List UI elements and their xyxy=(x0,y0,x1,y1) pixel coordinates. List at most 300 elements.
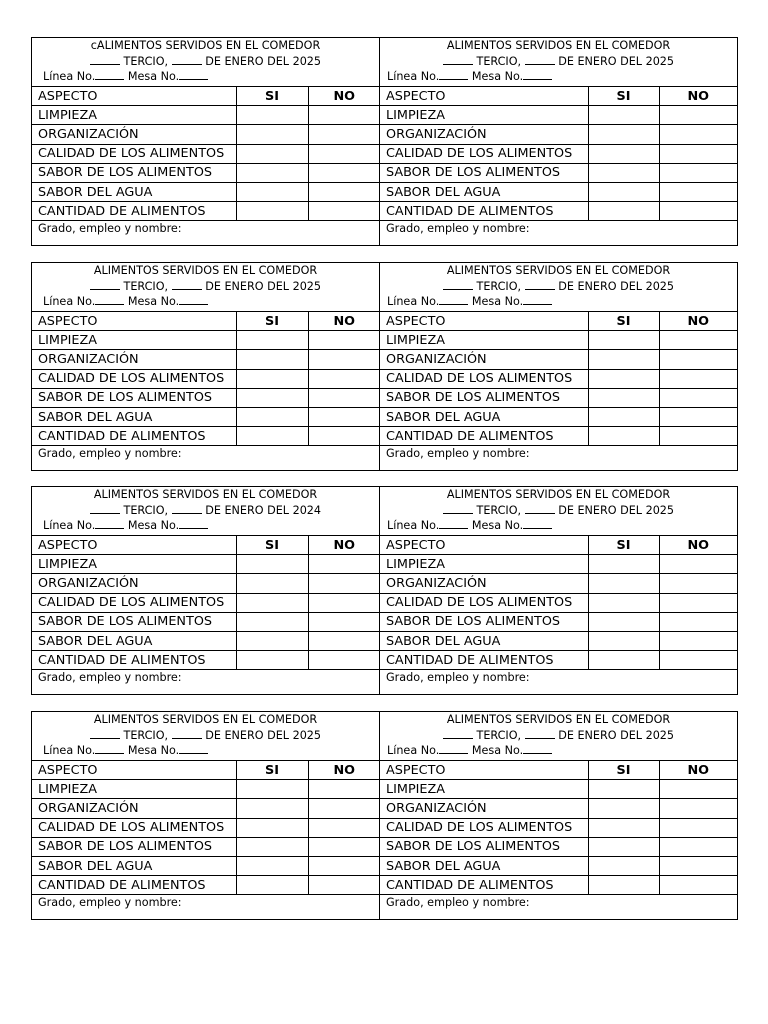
si-cell[interactable] xyxy=(236,631,308,650)
form-title: ALIMENTOS SERVIDOS EN EL COMEDOR xyxy=(93,713,318,726)
aspect-label: CALIDAD DE LOS ALIMENTOS xyxy=(380,144,588,163)
si-cell[interactable] xyxy=(588,350,659,369)
aspect-label: ORGANIZACIÓN xyxy=(380,799,588,818)
day-blank[interactable] xyxy=(525,278,555,290)
no-header: NO xyxy=(659,312,737,331)
aspect-label: SABOR DEL AGUA xyxy=(380,182,588,201)
no-cell[interactable] xyxy=(308,818,380,837)
si-cell[interactable] xyxy=(588,651,659,670)
form-title: ALIMENTOS SERVIDOS EN EL COMEDOR xyxy=(93,488,318,501)
aspect-header: ASPECTO xyxy=(32,87,236,106)
mesa-blank[interactable] xyxy=(523,68,552,80)
no-cell[interactable] xyxy=(659,593,737,612)
no-cell[interactable] xyxy=(308,144,380,163)
aspect-header: ASPECTO xyxy=(32,536,236,555)
table-row xyxy=(32,780,380,799)
si-cell[interactable] xyxy=(588,876,659,895)
mesa-label: Mesa No. xyxy=(471,519,524,532)
si-cell[interactable] xyxy=(588,163,659,182)
signature-row xyxy=(32,895,380,928)
linea-label: Línea No. xyxy=(43,744,96,757)
linea-label: Línea No. xyxy=(43,295,96,308)
aspect-label: ORGANIZACIÓN xyxy=(32,350,236,369)
si-cell[interactable] xyxy=(588,331,659,350)
signature-field[interactable] xyxy=(380,895,737,928)
no-cell[interactable] xyxy=(659,876,737,895)
mesa-blank[interactable] xyxy=(179,293,208,305)
day-blank[interactable] xyxy=(172,278,202,290)
si-cell[interactable] xyxy=(588,856,659,875)
no-cell[interactable] xyxy=(308,427,380,446)
table-row xyxy=(32,593,380,612)
linea-blank[interactable] xyxy=(439,517,468,529)
tercio-blank[interactable] xyxy=(90,727,120,739)
table-row xyxy=(380,427,737,446)
si-cell[interactable] xyxy=(236,182,308,201)
si-cell[interactable] xyxy=(236,331,308,350)
form-header xyxy=(32,487,379,535)
signature-row xyxy=(32,221,380,254)
table-row xyxy=(380,125,737,144)
signature-row xyxy=(380,670,737,703)
signature-label: Grado, empleo y nombre: xyxy=(386,447,530,461)
linea-blank[interactable] xyxy=(95,68,124,80)
signature-label: Grado, empleo y nombre: xyxy=(38,222,182,236)
aspect-label: SABOR DE LOS ALIMENTOS xyxy=(32,388,236,407)
table-row xyxy=(380,876,737,895)
no-cell[interactable] xyxy=(308,593,380,612)
si-header: SI xyxy=(588,536,659,555)
si-cell[interactable] xyxy=(236,369,308,388)
si-cell[interactable] xyxy=(588,125,659,144)
mesa-blank[interactable] xyxy=(523,293,552,305)
table-row xyxy=(32,125,380,144)
si-header: SI xyxy=(236,312,308,331)
si-cell[interactable] xyxy=(236,780,308,799)
no-header: NO xyxy=(659,87,737,106)
location-line xyxy=(380,742,737,758)
table-row xyxy=(380,407,737,426)
aspect-label: SABOR DEL AGUA xyxy=(32,631,236,650)
location-line xyxy=(32,68,379,84)
aspect-label: CALIDAD DE LOS ALIMENTOS xyxy=(32,818,236,837)
date-label: DE ENERO DEL 2025 xyxy=(558,729,675,742)
table-row xyxy=(32,631,380,650)
tercio-blank[interactable] xyxy=(443,727,473,739)
form-card-left xyxy=(32,263,380,470)
mesa-blank[interactable] xyxy=(179,517,208,529)
signature-label: Grado, empleo y nombre: xyxy=(386,896,530,910)
location-line xyxy=(380,68,737,84)
si-cell[interactable] xyxy=(588,574,659,593)
signature-row xyxy=(380,895,737,928)
table-row xyxy=(32,369,380,388)
signature-label: Grado, empleo y nombre: xyxy=(38,896,182,910)
mesa-blank[interactable] xyxy=(523,742,552,754)
si-header: SI xyxy=(588,87,659,106)
day-blank[interactable] xyxy=(525,727,555,739)
tercio-blank[interactable] xyxy=(443,502,473,514)
aspect-label: SABOR DE LOS ALIMENTOS xyxy=(380,388,588,407)
no-cell[interactable] xyxy=(308,202,380,221)
signature-field[interactable] xyxy=(380,221,737,254)
form-pair xyxy=(31,37,738,246)
si-cell[interactable] xyxy=(236,407,308,426)
aspect-label: CALIDAD DE LOS ALIMENTOS xyxy=(380,818,588,837)
si-cell[interactable] xyxy=(236,350,308,369)
aspect-label: LIMPIEZA xyxy=(380,331,588,350)
si-cell[interactable] xyxy=(236,555,308,574)
date-line xyxy=(380,53,737,69)
date-line xyxy=(380,278,737,294)
aspect-header: ASPECTO xyxy=(380,536,588,555)
signature-field[interactable] xyxy=(32,446,380,479)
signature-field[interactable] xyxy=(32,895,380,928)
si-cell[interactable] xyxy=(236,593,308,612)
no-cell[interactable] xyxy=(659,612,737,631)
aspect-label: SABOR DE LOS ALIMENTOS xyxy=(380,837,588,856)
no-cell[interactable] xyxy=(659,388,737,407)
no-cell[interactable] xyxy=(308,106,380,125)
si-cell[interactable] xyxy=(588,818,659,837)
no-cell[interactable] xyxy=(659,631,737,650)
day-blank[interactable] xyxy=(525,502,555,514)
no-cell[interactable] xyxy=(659,555,737,574)
si-header: SI xyxy=(588,761,659,780)
form-header xyxy=(380,487,737,535)
no-cell[interactable] xyxy=(659,350,737,369)
table-row xyxy=(380,837,737,856)
aspect-label: CANTIDAD DE ALIMENTOS xyxy=(380,651,588,670)
table-row xyxy=(380,331,737,350)
no-header: NO xyxy=(659,761,737,780)
table-row xyxy=(380,818,737,837)
mesa-blank[interactable] xyxy=(179,68,208,80)
linea-blank[interactable] xyxy=(95,742,124,754)
location-line xyxy=(380,517,737,533)
tercio-label: TERCIO, xyxy=(476,280,522,293)
day-blank[interactable] xyxy=(525,53,555,65)
aspect-label: CALIDAD DE LOS ALIMENTOS xyxy=(32,144,236,163)
no-cell[interactable] xyxy=(659,202,737,221)
table-row xyxy=(380,369,737,388)
table-row xyxy=(32,202,380,221)
mesa-label: Mesa No. xyxy=(127,295,180,308)
linea-label: Línea No. xyxy=(387,519,440,532)
date-line xyxy=(32,502,379,518)
aspect-label: CANTIDAD DE ALIMENTOS xyxy=(380,427,588,446)
no-cell[interactable] xyxy=(659,651,737,670)
mesa-label: Mesa No. xyxy=(471,295,524,308)
location-line xyxy=(32,293,379,309)
si-cell[interactable] xyxy=(588,407,659,426)
form-pair xyxy=(31,486,738,695)
no-cell[interactable] xyxy=(308,125,380,144)
si-header: SI xyxy=(236,536,308,555)
aspect-header: ASPECTO xyxy=(380,761,588,780)
evaluation-table xyxy=(32,760,380,927)
location-line xyxy=(32,517,379,533)
si-cell[interactable] xyxy=(588,144,659,163)
table-row xyxy=(32,350,380,369)
si-cell[interactable] xyxy=(236,163,308,182)
no-cell[interactable] xyxy=(308,612,380,631)
table-header-row xyxy=(32,536,380,555)
si-cell[interactable] xyxy=(588,388,659,407)
aspect-label: CANTIDAD DE ALIMENTOS xyxy=(380,202,588,221)
si-cell[interactable] xyxy=(236,818,308,837)
no-header: NO xyxy=(308,312,380,331)
no-cell[interactable] xyxy=(659,125,737,144)
linea-label: Línea No. xyxy=(387,744,440,757)
table-header-row xyxy=(380,536,737,555)
tercio-blank[interactable] xyxy=(90,502,120,514)
evaluation-table xyxy=(32,86,380,253)
mesa-label: Mesa No. xyxy=(471,744,524,757)
si-cell[interactable] xyxy=(236,876,308,895)
aspect-label: LIMPIEZA xyxy=(380,555,588,574)
no-cell[interactable] xyxy=(659,780,737,799)
aspect-header: ASPECTO xyxy=(380,312,588,331)
aspect-label: SABOR DEL AGUA xyxy=(380,856,588,875)
date-label: DE ENERO DEL 2025 xyxy=(205,729,322,742)
aspect-label: CALIDAD DE LOS ALIMENTOS xyxy=(32,593,236,612)
form-header xyxy=(380,263,737,311)
evaluation-table xyxy=(32,535,380,702)
form-title: ALIMENTOS SERVIDOS EN EL COMEDOR xyxy=(446,39,671,52)
form-header xyxy=(380,38,737,86)
linea-blank[interactable] xyxy=(439,742,468,754)
table-row xyxy=(32,331,380,350)
table-row xyxy=(380,202,737,221)
linea-blank[interactable] xyxy=(439,68,468,80)
table-row xyxy=(380,631,737,650)
no-cell[interactable] xyxy=(659,856,737,875)
table-header-row xyxy=(380,312,737,331)
si-cell[interactable] xyxy=(588,106,659,125)
no-cell[interactable] xyxy=(659,182,737,201)
aspect-label: LIMPIEZA xyxy=(380,780,588,799)
linea-label: Línea No. xyxy=(43,519,96,532)
day-blank[interactable] xyxy=(172,502,202,514)
table-row xyxy=(380,651,737,670)
tercio-label: TERCIO, xyxy=(123,280,169,293)
evaluation-table xyxy=(380,86,737,253)
no-cell[interactable] xyxy=(308,555,380,574)
form-title: ALIMENTOS SERVIDOS EN EL COMEDOR xyxy=(93,264,318,277)
date-line xyxy=(380,502,737,518)
table-header-row xyxy=(32,87,380,106)
aspect-label: LIMPIEZA xyxy=(32,331,236,350)
si-cell[interactable] xyxy=(588,555,659,574)
no-cell[interactable] xyxy=(308,799,380,818)
si-cell[interactable] xyxy=(236,574,308,593)
aspect-label: SABOR DE LOS ALIMENTOS xyxy=(380,612,588,631)
aspect-label: LIMPIEZA xyxy=(32,555,236,574)
form-title: ALIMENTOS SERVIDOS EN EL COMEDOR xyxy=(446,264,671,277)
date-line xyxy=(32,53,379,69)
table-header-row xyxy=(32,761,380,780)
table-row xyxy=(32,574,380,593)
si-cell[interactable] xyxy=(236,427,308,446)
tercio-label: TERCIO, xyxy=(123,55,169,68)
si-cell[interactable] xyxy=(236,144,308,163)
si-cell[interactable] xyxy=(588,612,659,631)
no-cell[interactable] xyxy=(659,407,737,426)
table-header-row xyxy=(32,312,380,331)
no-cell[interactable] xyxy=(308,163,380,182)
no-cell[interactable] xyxy=(308,856,380,875)
day-blank[interactable] xyxy=(172,53,202,65)
table-row xyxy=(380,106,737,125)
table-row xyxy=(32,388,380,407)
si-cell[interactable] xyxy=(588,799,659,818)
si-cell[interactable] xyxy=(236,202,308,221)
no-header: NO xyxy=(308,87,380,106)
linea-blank[interactable] xyxy=(95,293,124,305)
no-cell[interactable] xyxy=(659,427,737,446)
tercio-label: TERCIO, xyxy=(123,504,169,517)
day-blank[interactable] xyxy=(172,727,202,739)
form-card-left xyxy=(32,487,380,694)
si-cell[interactable] xyxy=(236,651,308,670)
no-cell[interactable] xyxy=(308,631,380,650)
mesa-label: Mesa No. xyxy=(127,70,180,83)
si-cell[interactable] xyxy=(236,837,308,856)
si-cell[interactable] xyxy=(588,593,659,612)
si-cell[interactable] xyxy=(588,631,659,650)
no-cell[interactable] xyxy=(659,144,737,163)
aspect-label: CANTIDAD DE ALIMENTOS xyxy=(32,202,236,221)
table-row xyxy=(380,144,737,163)
linea-label: Línea No. xyxy=(387,70,440,83)
signature-row xyxy=(32,670,380,703)
no-cell[interactable] xyxy=(308,331,380,350)
si-cell[interactable] xyxy=(236,612,308,631)
aspect-label: CANTIDAD DE ALIMENTOS xyxy=(32,651,236,670)
si-cell[interactable] xyxy=(588,182,659,201)
no-cell[interactable] xyxy=(659,818,737,837)
no-cell[interactable] xyxy=(659,799,737,818)
aspect-label: SABOR DEL AGUA xyxy=(380,631,588,650)
aspect-label: CANTIDAD DE ALIMENTOS xyxy=(32,427,236,446)
date-line xyxy=(32,727,379,743)
si-cell[interactable] xyxy=(236,856,308,875)
no-cell[interactable] xyxy=(308,407,380,426)
no-cell[interactable] xyxy=(659,837,737,856)
date-label: DE ENERO DEL 2025 xyxy=(558,55,675,68)
si-cell[interactable] xyxy=(236,388,308,407)
no-cell[interactable] xyxy=(308,651,380,670)
table-row xyxy=(32,163,380,182)
form-title: ALIMENTOS SERVIDOS EN EL COMEDOR xyxy=(446,713,671,726)
mesa-label: Mesa No. xyxy=(471,70,524,83)
no-cell[interactable] xyxy=(308,876,380,895)
form-card-right xyxy=(380,263,737,470)
no-cell[interactable] xyxy=(308,369,380,388)
si-cell[interactable] xyxy=(588,202,659,221)
aspect-label: LIMPIEZA xyxy=(32,780,236,799)
form-card-right xyxy=(380,487,737,694)
aspect-label: SABOR DE LOS ALIMENTOS xyxy=(380,163,588,182)
form-card-left xyxy=(32,38,380,245)
form-card-right xyxy=(380,38,737,245)
no-header: NO xyxy=(308,761,380,780)
mesa-blank[interactable] xyxy=(523,517,552,529)
signature-field[interactable] xyxy=(380,446,737,479)
si-cell[interactable] xyxy=(588,780,659,799)
no-cell[interactable] xyxy=(659,331,737,350)
linea-blank[interactable] xyxy=(439,293,468,305)
aspect-label: SABOR DE LOS ALIMENTOS xyxy=(32,163,236,182)
tercio-blank[interactable] xyxy=(90,278,120,290)
date-label: DE ENERO DEL 2025 xyxy=(205,55,322,68)
si-cell[interactable] xyxy=(236,799,308,818)
mesa-blank[interactable] xyxy=(179,742,208,754)
aspect-label: ORGANIZACIÓN xyxy=(380,350,588,369)
no-cell[interactable] xyxy=(308,780,380,799)
no-cell[interactable] xyxy=(659,574,737,593)
si-header: SI xyxy=(236,87,308,106)
no-cell[interactable] xyxy=(659,369,737,388)
si-cell[interactable] xyxy=(588,837,659,856)
si-cell[interactable] xyxy=(236,125,308,144)
aspect-label: ORGANIZACIÓN xyxy=(380,125,588,144)
form-pair xyxy=(31,711,738,920)
signature-field[interactable] xyxy=(380,670,737,703)
table-row xyxy=(32,876,380,895)
aspect-label: SABOR DEL AGUA xyxy=(32,856,236,875)
table-row xyxy=(380,163,737,182)
signature-label: Grado, empleo y nombre: xyxy=(386,671,530,685)
no-cell[interactable] xyxy=(659,106,737,125)
aspect-label: SABOR DEL AGUA xyxy=(32,182,236,201)
si-cell[interactable] xyxy=(236,106,308,125)
aspect-label: ORGANIZACIÓN xyxy=(32,125,236,144)
tercio-blank[interactable] xyxy=(90,53,120,65)
aspect-label: CALIDAD DE LOS ALIMENTOS xyxy=(32,369,236,388)
no-cell[interactable] xyxy=(308,350,380,369)
tercio-label: TERCIO, xyxy=(123,729,169,742)
aspect-label: LIMPIEZA xyxy=(380,106,588,125)
signature-field[interactable] xyxy=(32,670,380,703)
form-card-right xyxy=(380,712,737,919)
mesa-label: Mesa No. xyxy=(127,744,180,757)
si-cell[interactable] xyxy=(588,369,659,388)
linea-blank[interactable] xyxy=(95,517,124,529)
table-row xyxy=(380,555,737,574)
date-label: DE ENERO DEL 2025 xyxy=(558,280,675,293)
form-header xyxy=(380,712,737,760)
date-label: DE ENERO DEL 2025 xyxy=(205,280,322,293)
signature-field[interactable] xyxy=(32,221,380,254)
table-row xyxy=(32,407,380,426)
tercio-blank[interactable] xyxy=(443,53,473,65)
mesa-label: Mesa No. xyxy=(127,519,180,532)
date-label: DE ENERO DEL 2025 xyxy=(558,504,675,517)
no-cell[interactable] xyxy=(308,182,380,201)
no-cell[interactable] xyxy=(308,388,380,407)
table-row xyxy=(32,856,380,875)
no-header: NO xyxy=(308,536,380,555)
no-cell[interactable] xyxy=(659,163,737,182)
form-pair xyxy=(31,262,738,471)
no-cell[interactable] xyxy=(308,574,380,593)
no-cell[interactable] xyxy=(308,837,380,856)
table-row xyxy=(32,106,380,125)
si-cell[interactable] xyxy=(588,427,659,446)
tercio-blank[interactable] xyxy=(443,278,473,290)
